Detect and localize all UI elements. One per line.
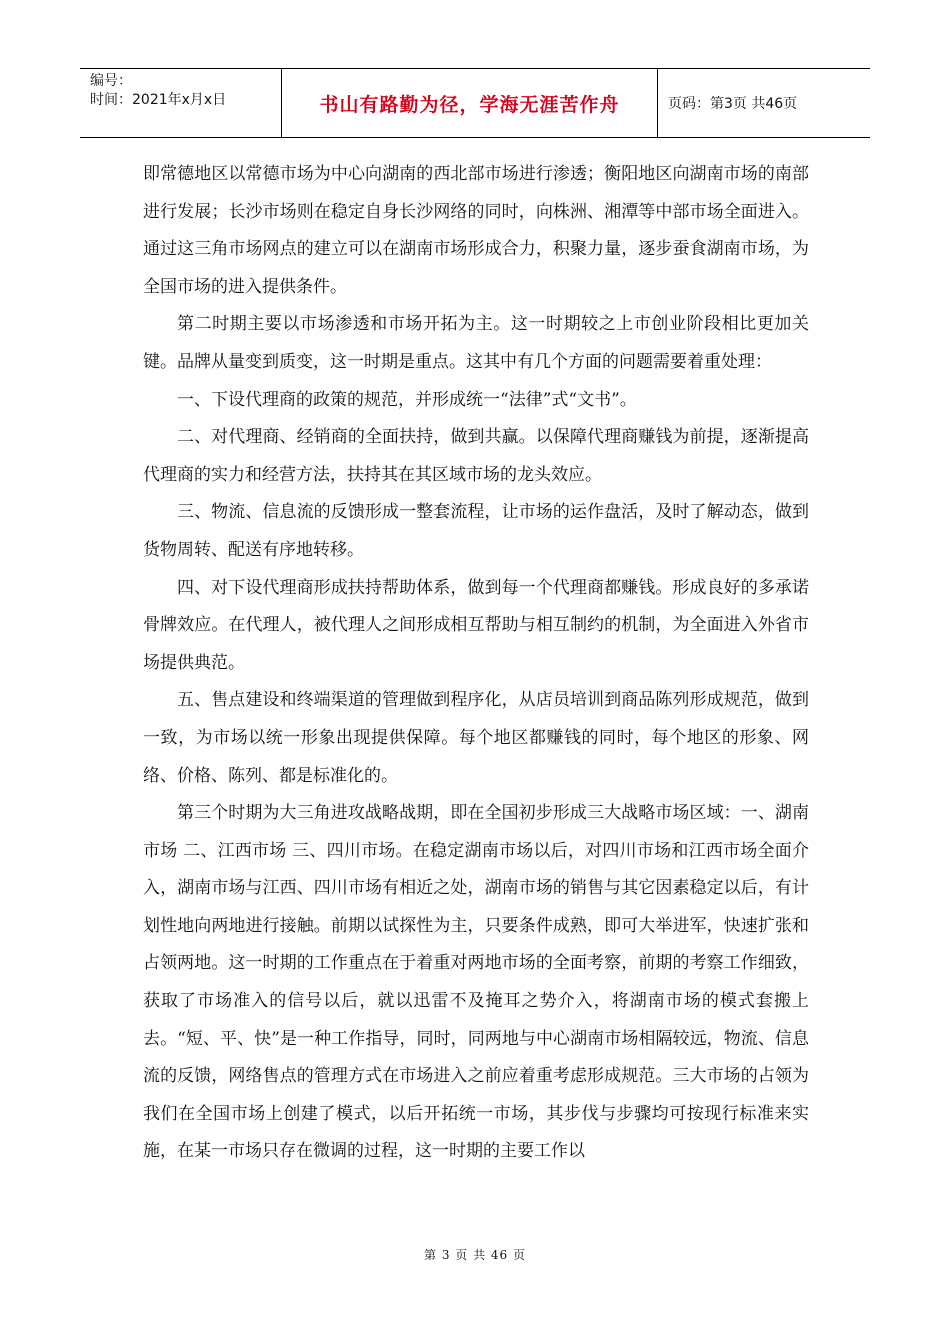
paragraph-continuation: 即常德地区以常德市场为中心向湖南的西北部市场进行渗透；衡阳地区向湖南市场的南部进行发展；长沙市场则在稳定自身长沙网络的同时，向株洲、湘潭等中部市场全面进入。通过这三角市场网点的建立可以在湖南市场形成合力，积聚力量，逐步蚕食湖南市场，为全国市场的进入提供条件。 [143,164,809,297]
header-motto: 书山有路勤为径，学海无涯苦作舟 [319,93,620,116]
header-page-info: 页码：第3页 共46页 [668,96,798,112]
document-header [80,68,870,138]
list-item-three: 三、物流、信息流的反馈形成一整套流程，让市场的运作盘活，及时了解动态，做到货物周转、配送有序地转移。 [143,502,809,560]
document-body [143,156,809,1171]
header-meta-cell [80,69,282,137]
header-page-cell [658,69,870,137]
list-item-four: 四、对下设代理商形成扶持帮助体系，做到每一个代理商都赚钱。形成良好的多承诺骨牌效应。在代理人，被代理人之间形成相互帮助与相互制约的机制，为全面进入外省市场提供典范。 [143,577,809,673]
paragraph-second-period: 第二时期主要以市场渗透和市场开拓为主。这一时期较之上市创业阶段相比更加关键。品牌从量变到质变，这一时期是重点。这其中有几个方面的问题需要着重处理： [143,314,809,372]
list-item-two: 二、对代理商、经销商的全面扶持，做到共赢。以保障代理商赚钱为前提，逐渐提高代理商的实力和经营方法，扶持其在其区域市场的龙头效应。 [143,427,809,485]
header-motto-cell [282,69,658,137]
list-item-five: 五、售点建设和终端渠道的管理做到程序化，从店员培训到商品陈列形成规范，做到一致，为市场以统一形象出现提供保障。每个地区都赚钱的同时，每个地区的形象、网络、价格、陈列、都是标准化的。 [143,690,809,786]
document-number-label: 编号： [90,73,132,89]
document-date-label: 时间：2021年x月x日 [90,92,227,108]
paragraph-third-period: 第三个时期为大三角进攻战略战期，即在全国初步形成三大战略市场区域：一、湖南市场 二、江西市场 三、四川市场。在稳定湖南市场以后，对四川市场和江西市场全面介入，湖南市场与江西、四川市场有相近之处，湖南市场的销售与其它因素稳定以后，有计划性地向两地进行接触。前期以试探性为主，只要条件成熟，即可大举进军，快速扩张和占领两地。这一时期的工作重点在于着重对两地市场的全面考察，前期的考察工作细致，获取了市场准入的信号以后，就以迅雷不及掩耳之势介入，将湖南市场的模式套搬上去。“短、平、快”是一种工作指导，同时，同两地与中心湖南市场相隔较远，物流、信息流的反馈，网络售点的管理方式在市场进入之前应着重考虑形成规范。三大市场的占领为我们在全国市场上创建了模式，以后开拓统一市场，其步伐与步骤均可按现行标准来实施，在某一市场只存在微调的过程，这一时期的主要工作以 [143,803,809,1162]
list-item-one: 一、下设代理商的政策的规范，并形成统一“法律”式“文书”。 [177,389,637,410]
page-footer: 第 3 页 共 46 页 [424,1248,526,1262]
